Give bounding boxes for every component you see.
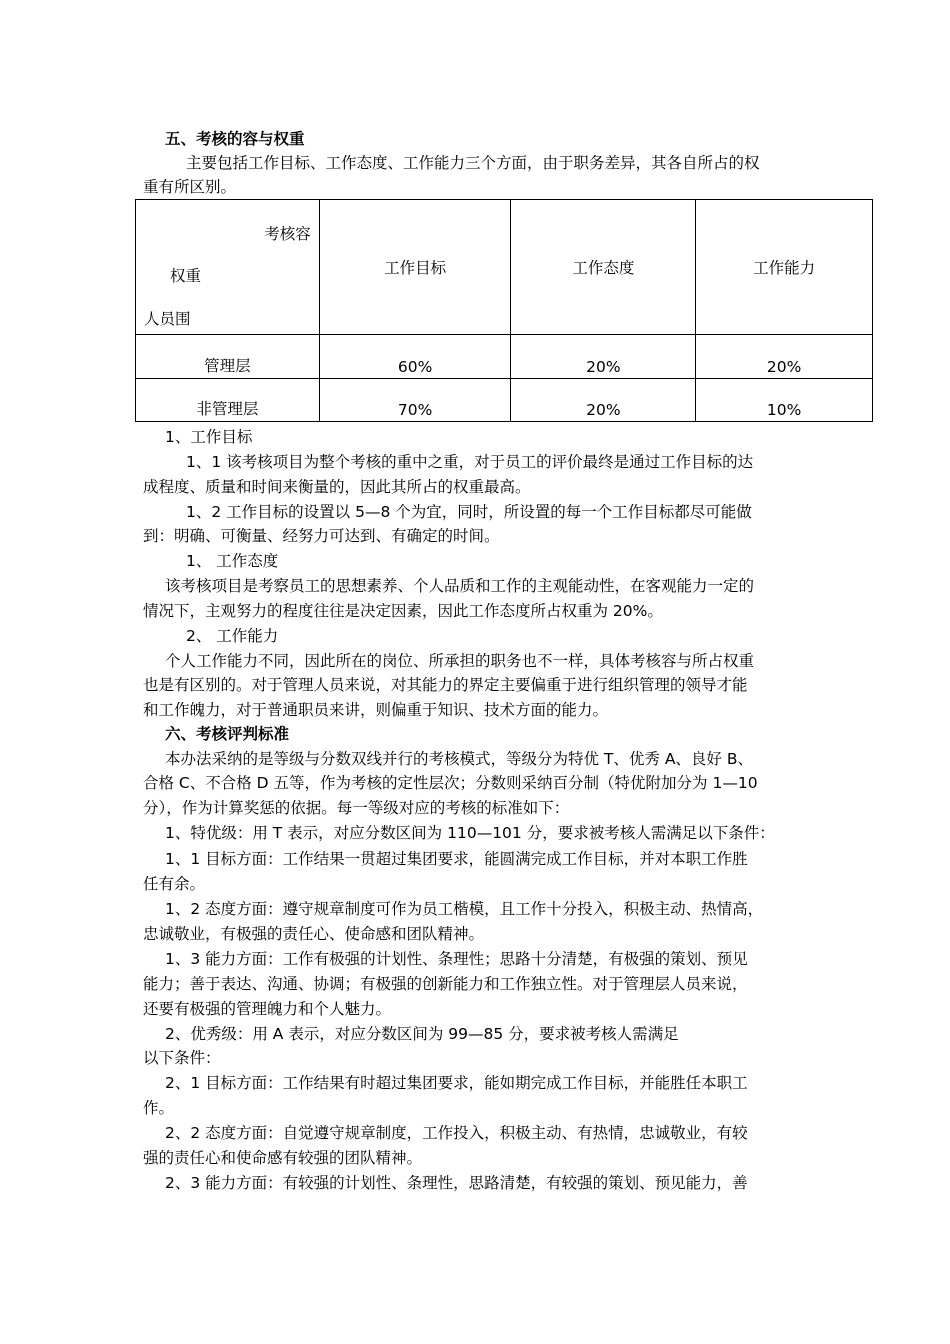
paragraph-line: 1、2 态度方面：遵守规章制度可作为员工楷模，且工作十分投入，积极主动、热情高， — [165, 900, 764, 918]
paragraph-line: 1、工作目标 — [165, 428, 253, 446]
paragraph-line: 1、3 能力方面：工作有极强的计划性、条理性；思路十分清楚，有极强的策划、预见 — [165, 950, 748, 968]
table-row-label: 管理层 — [136, 335, 320, 379]
corner-label-middle: 权重 — [170, 267, 202, 285]
section-5-heading: 五、考核的容与权重 — [165, 130, 305, 148]
paragraph-line: 2、3 能力方面：有较强的计划性、条理性，思路清楚，有较强的策划、预见能力，善 — [165, 1174, 748, 1192]
table-header-cell: 工作目标 — [319, 200, 511, 335]
paragraph-line: 也是有区别的。对于管理人员来说，对其能力的界定主要偏重于进行组织管理的领导才能 — [143, 676, 748, 694]
table-cell: 10% — [696, 379, 873, 422]
paragraph-line: 能力；善于表达、沟通、协调；有极强的创新能力和工作独立性。对于管理层人员来说， — [143, 975, 748, 993]
table-row-label: 非管理层 — [136, 379, 320, 422]
paragraph-line: 分），作为计算奖惩的依据。每一等级对应的考核的标准如下： — [143, 799, 570, 817]
section-6-heading: 六、考核评判标准 — [165, 725, 290, 743]
table-corner-cell — [136, 200, 320, 335]
paragraph-line: 还要有极强的管理魄力和个人魅力。 — [143, 1000, 392, 1018]
table-cell: 20% — [511, 335, 696, 379]
table-header-cell: 工作态度 — [511, 200, 696, 335]
paragraph-line: 作。 — [143, 1099, 175, 1117]
paragraph-line: 1、1 目标方面：工作结果一贯超过集团要求，能圆满完成工作目标，并对本职工作胜 — [165, 850, 748, 868]
paragraph-line: 2、优秀级：用 A 表示，对应分数区间为 99—85 分，要求被考核人需满足 — [165, 1025, 679, 1043]
table-cell: 20% — [511, 379, 696, 422]
paragraph-line: 2、 工作能力 — [186, 627, 279, 645]
paragraph-line: 本办法采纳的是等级与分数双线并行的考核模式，等级分为特优 T、优秀 A、良好 B、 — [165, 750, 753, 768]
paragraph-line: 以下条件： — [143, 1049, 221, 1067]
weight-table — [135, 199, 873, 422]
table-cell: 70% — [319, 379, 511, 422]
corner-label-top: 考核容 — [264, 225, 311, 243]
paragraph-line: 合格 C、不合格 D 五等，作为考核的定性层次；分数则采纳百分制（特优附加分为 1—10 — [143, 774, 758, 792]
table-row — [136, 335, 873, 379]
paragraph-line: 到：明确、可衡量、经努力可达到、有确定的时间。 — [143, 527, 500, 545]
paragraph-line: 1、特优级：用 T 表示，对应分数区间为 110—101 分，要求被考核人需满足以下条件： — [165, 824, 775, 842]
section-5-intro-line-2: 重有所区别。 — [143, 178, 237, 196]
paragraph-line: 2、1 目标方面：工作结果有时超过集团要求，能如期完成工作目标，并能胜任本职工 — [165, 1074, 748, 1092]
table-row — [136, 379, 873, 422]
paragraph-line: 和工作魄力，对于普通职员来讲，则偏重于知识、技术方面的能力。 — [143, 701, 609, 719]
section-5-intro-line-1: 主要包括工作目标、工作态度、工作能力三个方面，由于职务差异，其各自所占的权 — [186, 154, 760, 172]
paragraph-line: 成程度、质量和时间来衡量的，因此其所占的权重最高。 — [143, 478, 531, 496]
paragraph-line: 个人工作能力不同，因此所在的岗位、所承担的职务也不一样，具体考核容与所占权重 — [165, 652, 755, 670]
paragraph-line: 2、2 态度方面：自觉遵守规章制度，工作投入，积极主动、有热情，忠诚敬业，有较 — [165, 1124, 748, 1142]
table-cell: 60% — [319, 335, 511, 379]
paragraph-line: 1、1 该考核项目为整个考核的重中之重，对于员工的评价最终是通过工作目标的达 — [186, 453, 754, 471]
paragraph-line: 情况下，主观努力的程度往往是决定因素，因此工作态度所占权重为 20%。 — [143, 602, 663, 620]
paragraph-line: 强的责任心和使命感有较强的团队精神。 — [143, 1149, 423, 1167]
paragraph-line: 忠诚敬业，有极强的责任心、使命感和团队精神。 — [143, 925, 485, 943]
corner-label-bottom: 人员围 — [144, 310, 191, 328]
table-cell: 20% — [696, 335, 873, 379]
paragraph-line: 1、2 工作目标的设置以 5—8 个为宜，同时，所设置的每一个工作目标都尽可能做 — [186, 503, 752, 521]
paragraph-line: 任有余。 — [143, 875, 206, 893]
paragraph-line: 该考核项目是考察员工的思想素养、个人品质和工作的主观能动性，在客观能力一定的 — [165, 577, 755, 595]
table-header-row — [136, 200, 873, 335]
table-header-cell: 工作能力 — [696, 200, 873, 335]
paragraph-line: 1、 工作态度 — [186, 552, 279, 570]
